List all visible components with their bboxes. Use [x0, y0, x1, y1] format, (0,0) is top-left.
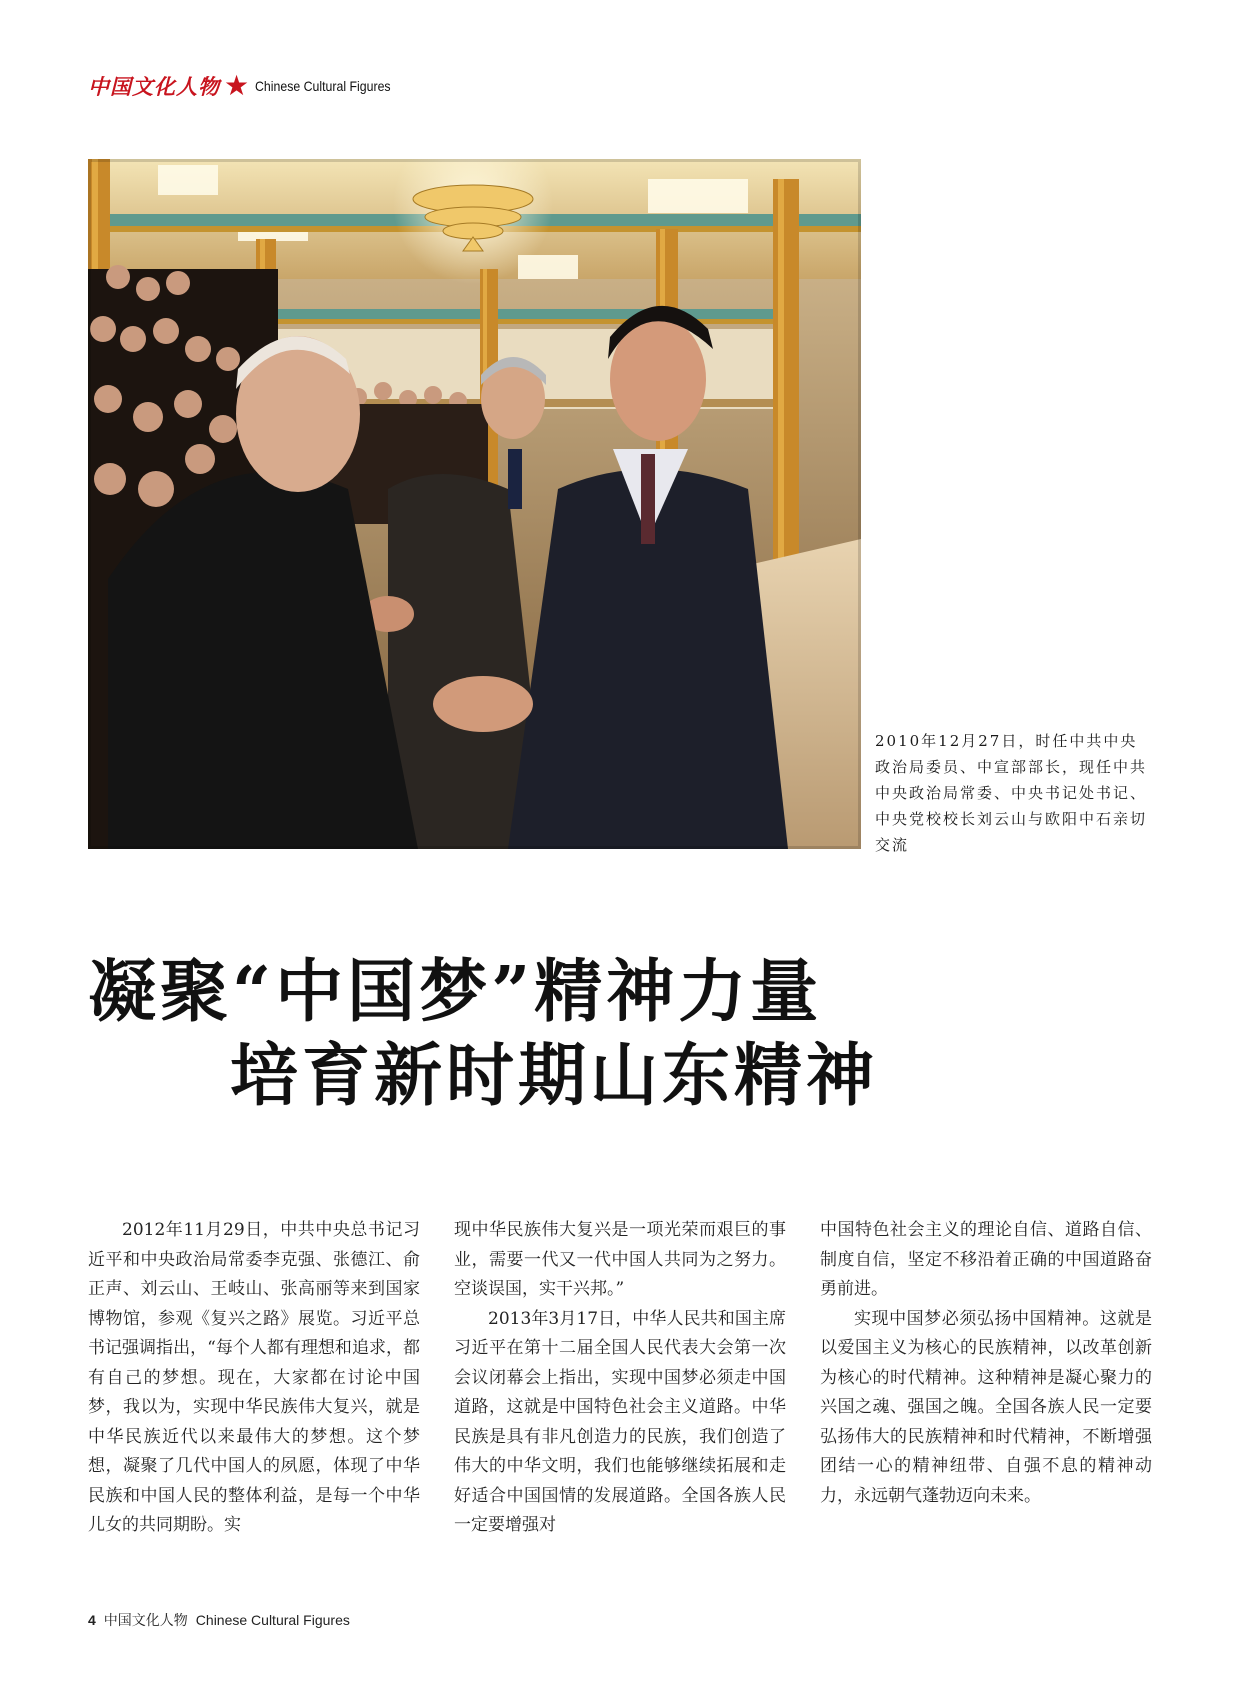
photo-caption: 2010年12月27日，时任中共中央政治局委员、中宣部部长，现任中共中央政治局常委、中央书记处书记、中央党校校长刘云山与欧阳中石亲切交流	[875, 732, 1148, 854]
body-column-2	[454, 1216, 786, 1541]
title-line-2: 培育新时期山东精神	[230, 1036, 879, 1116]
paragraph: 中国特色社会主义的理论自信、道路自信、制度自信，坚定不移沿着正确的中国道路奋勇前进。	[820, 1220, 1152, 1299]
page-footer	[88, 1610, 350, 1630]
paragraph: 实现中国梦必须弘扬中国精神。这就是以爱国主义为核心的民族精神，以改革创新为核心的时代精神。这种精神是凝心聚力的兴国之魂、强国之魄。全国各族人民一定要弘扬伟大的民族精神和时代精神，不断增强团结一心的精神纽带、自强不息的精神动力，永远朝气蓬勃迈向未来。	[820, 1308, 1152, 1506]
body-column-3	[820, 1216, 1152, 1511]
paragraph: 2013年3月17日，中华人民共和国主席习近平在第十二届全国人民代表大会第一次会议闭幕会上指出，实现中国梦必须走中国道路，这就是中国特色社会主义道路。中华民族是具有非凡创造力的民族，我们创造了伟大的中华文明，我们也能够继续拓展和走好适合中国国情的发展道路。全国各族人民一定要增强对	[454, 1308, 786, 1535]
paragraph: 2012年11月29日，中共中央总书记习近平和中央政治局常委李克强、张德江、俞正声、刘云山、王岐山、张高丽等来到国家博物馆，参观《复兴之路》展览。习近平总书记强调指出，“每个人都有理想和追求，都有自己的梦想。现在，大家都在讨论中国梦，我以为，实现中华民族伟大复兴，就是中华民族近代以来最伟大的梦想。这个梦想，凝聚了几代中国人的夙愿，体现了中华民族和中国人民的整体利益，是每一个中华儿女的共同期盼。实	[88, 1220, 420, 1535]
article-title	[88, 950, 879, 1118]
body-column-1	[88, 1216, 420, 1541]
brand-name-cn: 中国文化人物	[88, 74, 220, 99]
paragraph: 现中华民族伟大复兴是一项光荣而艰巨的事业，需要一代又一代中国人共同为之努力。空谈误国，实干兴邦。”	[454, 1220, 786, 1299]
footer-publication-cn: 中国文化人物	[103, 1612, 188, 1628]
event-photo	[88, 159, 861, 849]
star-icon: ★	[224, 69, 250, 102]
magazine-header	[88, 70, 409, 102]
title-line-1: 凝聚“中国梦”精神力量	[88, 952, 823, 1032]
footer-publication-en: Chinese Cultural Figures	[195, 1612, 350, 1628]
brand-name-en: Chinese Cultural Figures	[255, 78, 391, 94]
page-number: 4	[88, 1612, 96, 1628]
